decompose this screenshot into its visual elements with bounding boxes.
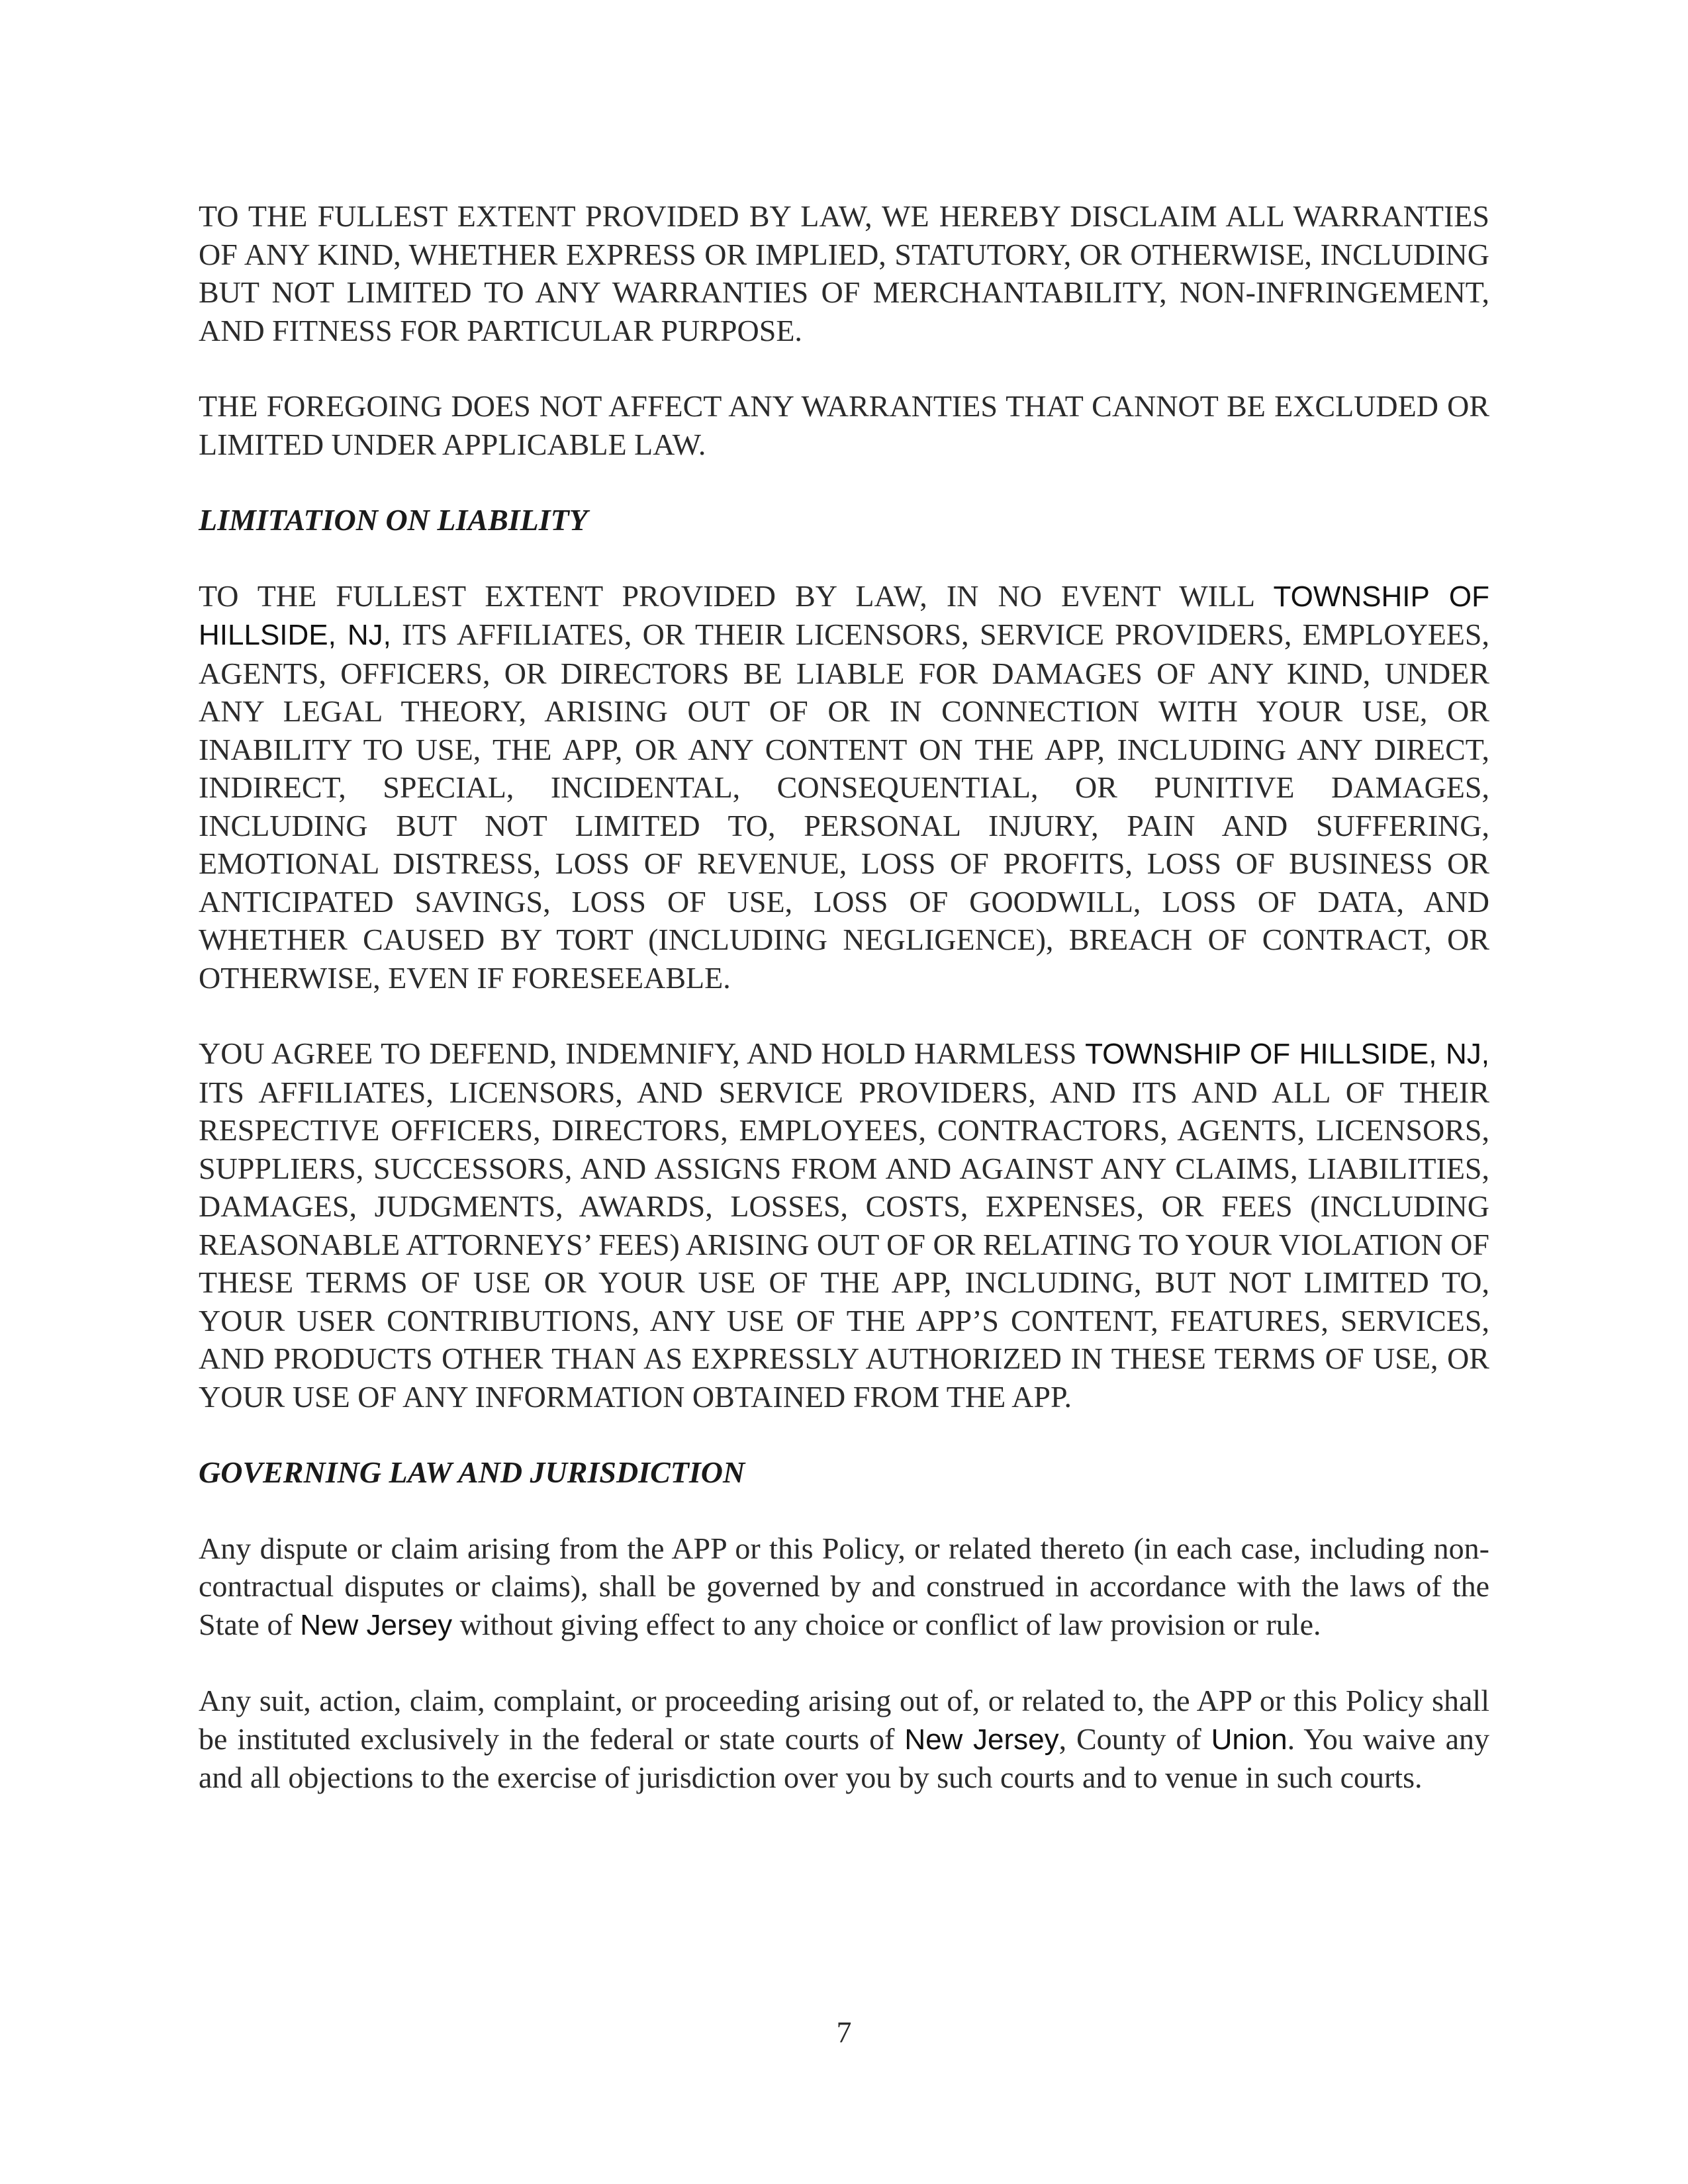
- indemnify-text-start: YOU AGREE TO DEFEND, INDEMNIFY, AND HOLD HARMLESS: [199, 1036, 1086, 1070]
- governing-text-end: without giving effect to any choice or conflict of law provision or rule.: [452, 1607, 1321, 1641]
- suit-text-end: . You waive any and all objections to the exercise of jurisdiction over you by such courts and to venue in such courts.: [199, 1721, 1490, 1794]
- governing-text-start: Any dispute or claim arising from the APP or this Policy, or related thereto (in each case, including non-contractual disputes or claims), shall be governed by and construed in accordance with the laws of the State of: [199, 1531, 1489, 1641]
- document-body: [199, 197, 1489, 1797]
- suit-text-start: Any suit, action, claim, complaint, or proceeding arising out of, or related to, the APP or this Policy shall be instituted exclusively in the federal or state courts of: [199, 1684, 1489, 1756]
- liability-text-start: TO THE FULLEST EXTENT PROVIDED BY LAW, IN NO EVENT WILL: [199, 578, 1274, 613]
- limitation-on-liability-heading: LIMITATION ON LIABILITY: [199, 503, 588, 537]
- indemnify-text-end: ITS AFFILIATES, LICENSORS, AND SERVICE PROVIDERS, AND ITS AND ALL OF THEIR RESPECTIVE OFFICERS, DIRECTORS, EMPLOYEES, CONTRACTORS, AGENTS, LICENSORS, SUPPLIERS, SUCCESSORS, AND ASSIGNS FROM AND AGAINST ANY CLAIMS, LIABILITIES, DAMAGES, JUDGMENTS, AWARDS, LOSSES, COSTS, EXPENSES, OR FEES (INCLUDING REASONABLE ATTORNEYS’ FEES) ARISING OUT OF OR RELATING TO YOUR VIOLATION OF THESE TERMS OF USE OR YOUR USE OF THE APP, INCLUDING, BUT NOT LIMITED TO, YOUR USER CONTRIBUTIONS, ANY USE OF THE APP’S CONTENT, FEATURES, SERVICES, AND PRODUCTS OTHER THAN AS EXPRESSLY AUTHORIZED IN THESE TERMS OF USE, OR YOUR USE OF ANY INFORMATION OBTAINED FROM THE APP.: [199, 1075, 1489, 1414]
- page-number: 7: [836, 2015, 852, 2049]
- state-name: New Jersey: [300, 1608, 453, 1641]
- governing-law-heading: GOVERNING LAW AND JURISDICTION: [199, 1455, 745, 1489]
- indemnification-paragraph: [199, 1034, 1489, 1416]
- state-name: New Jersey: [904, 1723, 1059, 1756]
- suit-text-middle: , County of: [1058, 1721, 1211, 1756]
- liability-paragraph: [199, 577, 1489, 997]
- entity-name: TOWNSHIP OF HILLSIDE, NJ,: [199, 580, 1489, 651]
- warranty-disclaimer-paragraph: TO THE FULLEST EXTENT PROVIDED BY LAW, WE HEREBY DISCLAIM ALL WARRANTIES OF ANY KIND, WHETHER EXPRESS OR IMPLIED, STATUTORY, OR OTHERWISE, INCLUDING BUT NOT LIMITED TO ANY WARRANTIES OF MERCHANTABILITY, NON-INFRINGEMENT, AND FITNESS FOR PARTICULAR PURPOSE.: [199, 199, 1489, 347]
- foregoing-paragraph: THE FOREGOING DOES NOT AFFECT ANY WARRANTIES THAT CANNOT BE EXCLUDED OR LIMITED UNDER APPLICABLE LAW.: [199, 389, 1489, 461]
- county-name: Union: [1211, 1723, 1288, 1756]
- liability-text-end: ITS AFFILIATES, OR THEIR LICENSORS, SERVICE PROVIDERS, EMPLOYEES, AGENTS, OFFICERS, OR DIRECTORS BE LIABLE FOR DAMAGES OF ANY KIND, UNDER ANY LEGAL THEORY, ARISING OUT OF OR IN CONNECTION WITH YOUR USE, OR INABILITY TO USE, THE APP, OR ANY CONTENT ON THE APP, INCLUDING ANY DIRECT, INDIRECT, SPECIAL, INCIDENTAL, CONSEQUENTIAL, OR PUNITIVE DAMAGES, INCLUDING BUT NOT LIMITED TO, PERSONAL INJURY, PAIN AND SUFFERING, EMOTIONAL DISTRESS, LOSS OF REVENUE, LOSS OF PROFITS, LOSS OF BUSINESS OR ANTICIPATED SAVINGS, LOSS OF USE, LOSS OF GOODWILL, LOSS OF DATA, AND WHETHER CAUSED BY TORT (INCLUDING NEGLIGENCE), BREACH OF CONTRACT, OR OTHERWISE, EVEN IF FORESEEABLE.: [199, 617, 1489, 995]
- entity-name: TOWNSHIP OF HILLSIDE, NJ,: [1085, 1038, 1489, 1070]
- jurisdiction-paragraph: [199, 1682, 1489, 1797]
- governing-law-paragraph: [199, 1529, 1489, 1645]
